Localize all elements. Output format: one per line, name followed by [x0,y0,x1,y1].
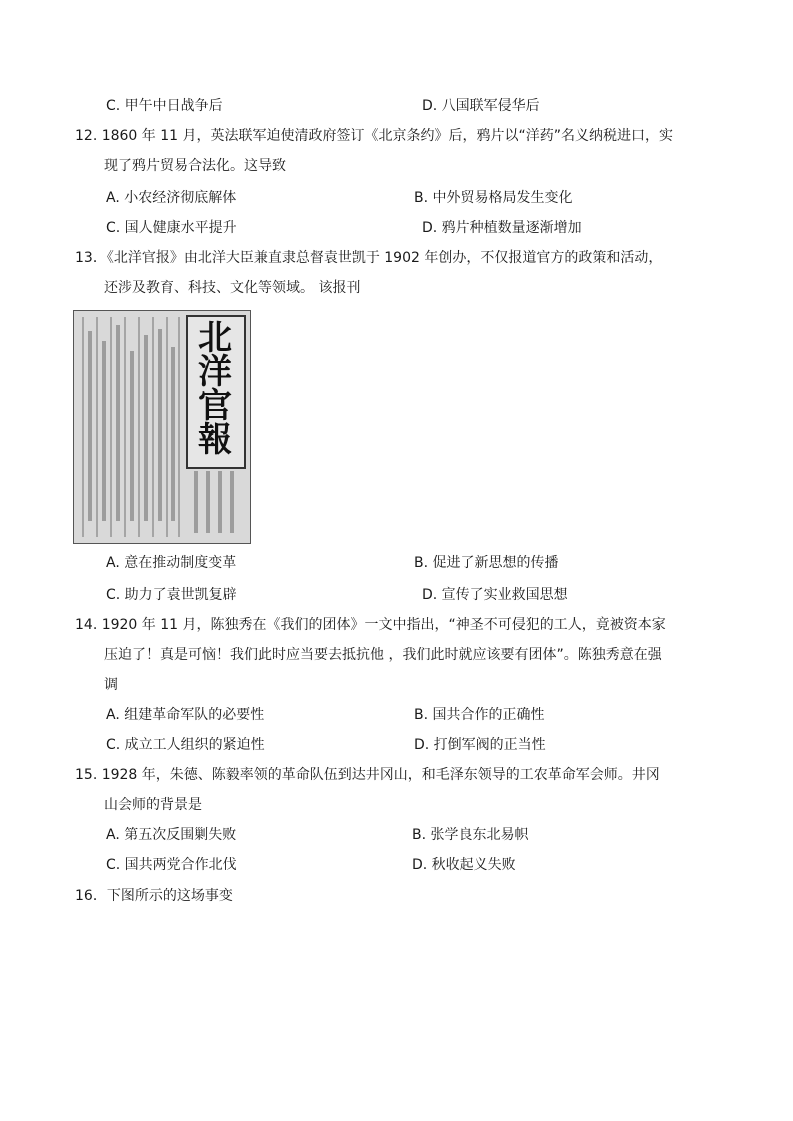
q12-stem-line2: 现了鸦片贸易合法化。这导致 [104,158,286,174]
q13-option-b: B. 促进了新思想的传播 [414,555,559,571]
q13-option-d: D. 宣传了实业救国思想 [422,587,568,603]
q15-option-c: C. 国共两党合作北伐 [106,857,237,873]
q14-stem-line2: 压迫了！真是可恼！我们此时应当要去抵抗他 ，我们此时就应该要有团体”。陈独秀意在强 [104,647,662,663]
beiyang-gazette-image [73,310,251,544]
q14-option-d: D. 打倒军阀的正当性 [414,737,546,753]
q15-option-a: A. 第五次反围剿失败 [106,827,237,843]
q14-option-b: B. 国共合作的正确性 [414,707,545,723]
q14-stem-line3: 调 [104,677,118,693]
q11-option-c: C. 甲午中日战争后 [106,98,223,114]
q15-stem-line1: 15. 1928 年，朱德、陈毅率领的革命队伍到达井冈山，和毛泽东领导的工农革命军会师。井冈 [75,767,660,783]
q11-option-d: D. 八国联军侵华后 [422,98,540,114]
q13-stem-line1: 13．《北洋官报》由北洋大臣兼直隶总督袁世凯于 1902 年创办，不仅报道官方的政策和活动， [75,250,663,266]
q12-option-c: C. 国人健康水平提升 [106,220,237,236]
q13-option-c: C. 助力了袁世凯复辟 [106,587,237,603]
q13-stem-line2: 还涉及教育、科技、文化等领域。 该报刊 [104,280,361,296]
q14-option-a: A. 组建革命军队的必要性 [106,707,265,723]
q16-stem-line1: 16．下图所示的这场事变 [75,888,233,904]
q12-option-a: A. 小农经济彻底解体 [106,190,237,206]
q13-option-a: A. 意在推动制度变革 [106,555,237,571]
q12-stem-line1: 12. 1860 年 11 月，英法联军迫使清政府签订《北京条约》后，鸦片以“洋药”名义纳税进口，实 [75,128,674,144]
q12-option-b: B. 中外贸易格局发生变化 [414,190,573,206]
q15-option-d: D. 秋收起义失败 [412,857,516,873]
q14-option-c: C. 成立工人组织的紧迫性 [106,737,265,753]
q15-stem-line2: 山会师的背景是 [104,797,202,813]
masthead-title: 北洋官報 [198,318,232,460]
q15-option-b: B. 张学良东北易帜 [412,827,529,843]
q12-option-d: D. 鸦片种植数量逐渐增加 [422,220,582,236]
q14-stem-line1: 14. 1920 年 11 月，陈独秀在《我们的团体》一文中指出，“神圣不可侵犯的工人，竟被资本家 [75,617,666,633]
